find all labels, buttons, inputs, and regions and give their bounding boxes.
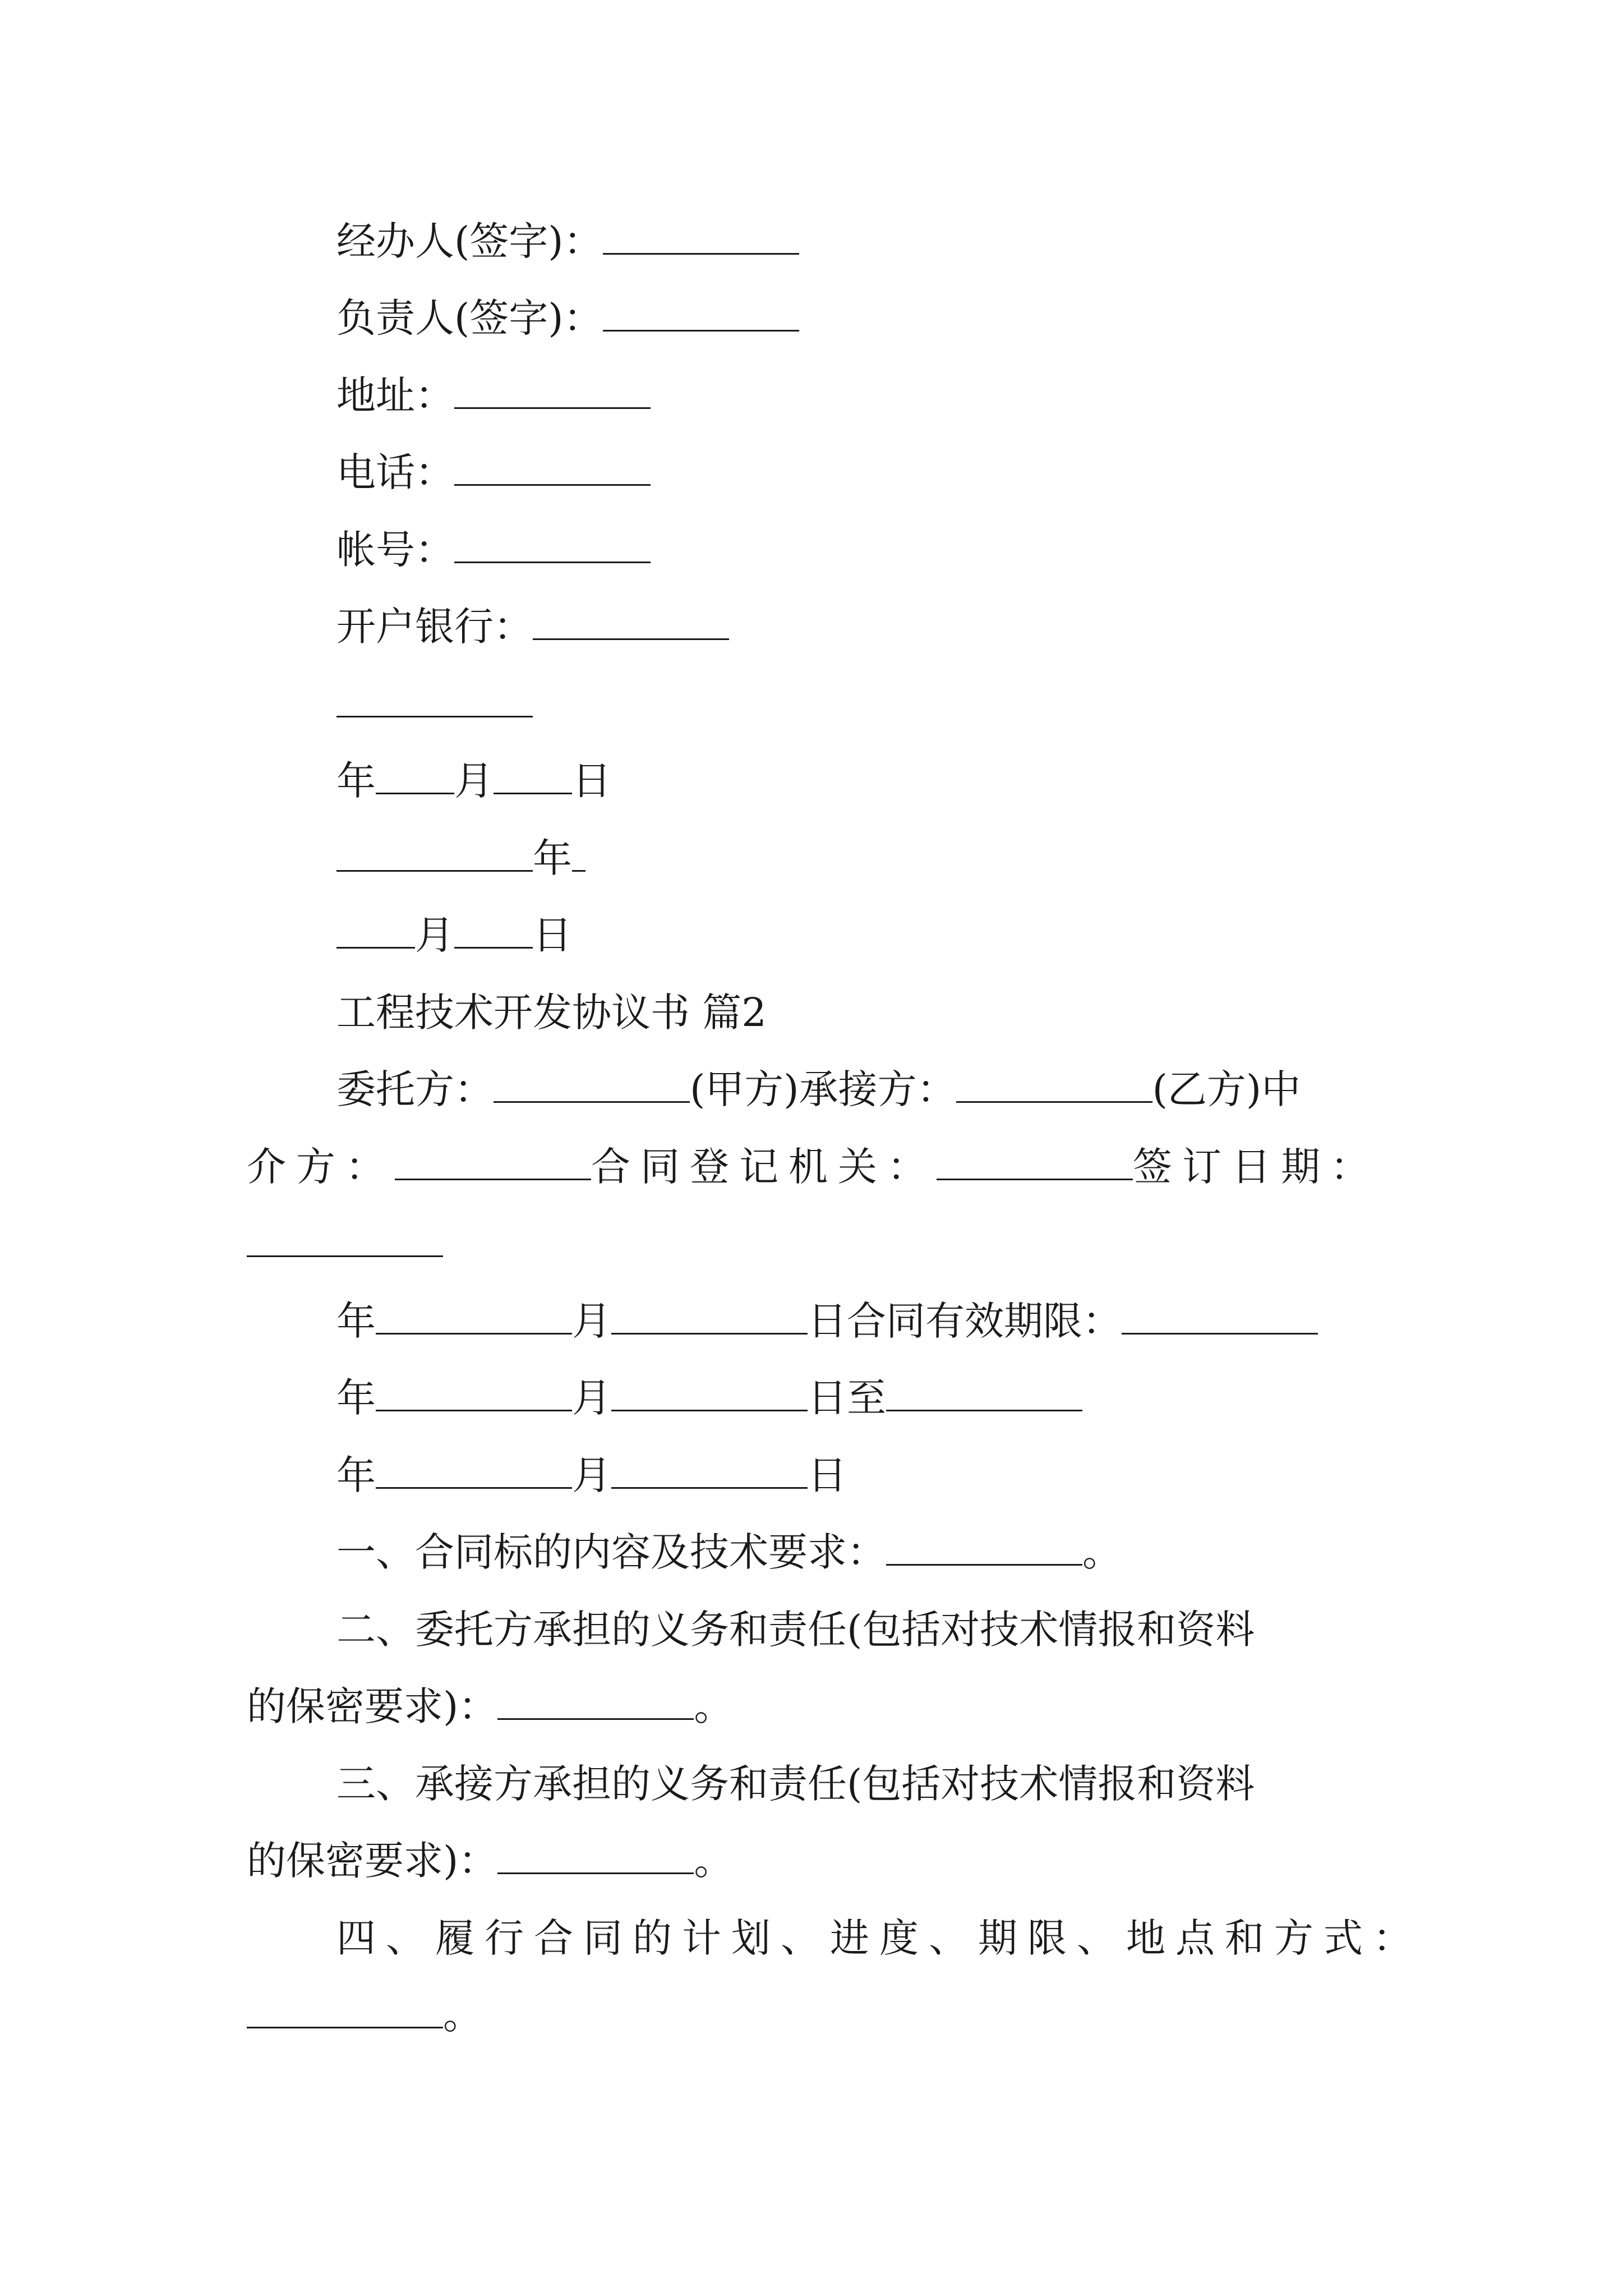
agent-sign-line [336, 216, 799, 266]
phone-blank [454, 453, 651, 486]
month-label: 月 [572, 1298, 611, 1344]
date-line-1 [336, 756, 611, 806]
clause-2-blank [497, 1687, 694, 1720]
sign-date-blank-line [247, 1218, 443, 1269]
month-blank [336, 915, 415, 949]
month-blank [376, 1301, 572, 1335]
period: 。 [443, 1992, 482, 2038]
principal-sign-label: 负责人(签字)： [336, 295, 603, 341]
sign-date-label: 签订日期： [1133, 1144, 1380, 1190]
month-blank [376, 1456, 572, 1489]
sign-date-blank [247, 1224, 443, 1257]
account-label: 帐号： [336, 527, 454, 573]
client-label: 委托方： [336, 1066, 494, 1112]
client-line [336, 1064, 1301, 1115]
clause-2-line-2 [247, 1681, 733, 1732]
clause-1 [336, 1527, 1122, 1577]
year-label: 年 [336, 758, 376, 804]
month-label: 月 [415, 912, 454, 958]
period: 。 [1082, 1529, 1122, 1575]
clause-4-line-2 [247, 1990, 482, 2040]
day-blank [611, 1301, 808, 1335]
month-label: 月 [454, 758, 494, 804]
day-blank [454, 915, 533, 949]
period: 。 [694, 1838, 734, 1884]
phone-line [336, 447, 651, 498]
address-label: 地址： [336, 372, 454, 418]
day-label: 日 [572, 758, 611, 804]
clause-1-text: 一、合同标的内容及技术要求： [336, 1529, 886, 1575]
seal-blank-line [336, 679, 533, 729]
principal-sign-line [336, 293, 799, 343]
clause-3-blank [497, 1841, 694, 1874]
registry-label: 合同登记机关： [591, 1144, 937, 1190]
year-label: 年 [336, 1375, 376, 1421]
validity-blank [1122, 1301, 1318, 1335]
principal-sign-blank [603, 298, 799, 332]
month-label: 月 [572, 1375, 611, 1421]
period: 。 [694, 1683, 734, 1729]
clause-1-blank [886, 1533, 1082, 1566]
date-line-2 [336, 833, 585, 884]
year-label: 年 [533, 835, 572, 881]
clause-2-text: 的保密要求)： [247, 1683, 498, 1729]
clause-3-text: 的保密要求)： [247, 1838, 498, 1884]
clause-3-line-1: 三、承接方承担的义务和责任(包括对技术情报和资料 [336, 1761, 1255, 1807]
short-blank [572, 839, 585, 872]
contractor-blank [956, 1070, 1152, 1103]
seal-blank [336, 684, 533, 717]
year-label: 年 [336, 1452, 376, 1498]
agent-sign-blank [603, 222, 799, 255]
validity-label: 日合同有效期限： [808, 1298, 1122, 1344]
account-blank [454, 530, 651, 563]
year-blank [336, 839, 533, 872]
clause-3-line-2 [247, 1835, 733, 1886]
clause-2-line-1: 二、委托方承担的义务和责任(包括对技术情报和资料 [336, 1607, 1255, 1653]
contractor-suffix: (乙方)中 [1152, 1066, 1301, 1112]
address-blank [454, 376, 651, 409]
registry-blank [937, 1147, 1133, 1180]
term-line-2 [336, 1373, 1082, 1423]
clause-4-blank [247, 1995, 443, 2028]
term-line-3 [336, 1450, 847, 1501]
intermediary-line [247, 1142, 1380, 1192]
address-line [336, 370, 651, 421]
year-label: 年 [336, 1298, 376, 1344]
day-to-label: 日至 [808, 1375, 886, 1421]
intermediary-label: 介方： [247, 1144, 395, 1190]
section-title: 工程技术开发协议书 篇2 [336, 990, 767, 1036]
date-line-3 [336, 910, 572, 960]
intermediary-blank [395, 1147, 591, 1180]
term-line-1 [336, 1296, 1318, 1346]
month-blank [376, 1378, 572, 1411]
clause-4-line-1: 四、履行合同的计划、进度、期限、地点和方式： [336, 1915, 1422, 1961]
bank-line [336, 601, 729, 652]
agent-sign-label: 经办人(签字)： [336, 218, 603, 264]
end-year-blank [886, 1378, 1082, 1411]
account-line [336, 524, 651, 575]
client-blank [494, 1070, 690, 1103]
bank-blank [533, 607, 729, 640]
day-label: 日 [808, 1452, 847, 1498]
month-blank [376, 761, 454, 794]
phone-label: 电话： [336, 449, 454, 495]
contractor-label: (甲方)承接方： [690, 1066, 956, 1112]
bank-label: 开户银行： [336, 604, 533, 650]
day-label: 日 [533, 912, 572, 958]
day-blank [494, 761, 572, 794]
day-blank [611, 1378, 808, 1411]
month-label: 月 [572, 1452, 611, 1498]
day-blank [611, 1456, 808, 1489]
